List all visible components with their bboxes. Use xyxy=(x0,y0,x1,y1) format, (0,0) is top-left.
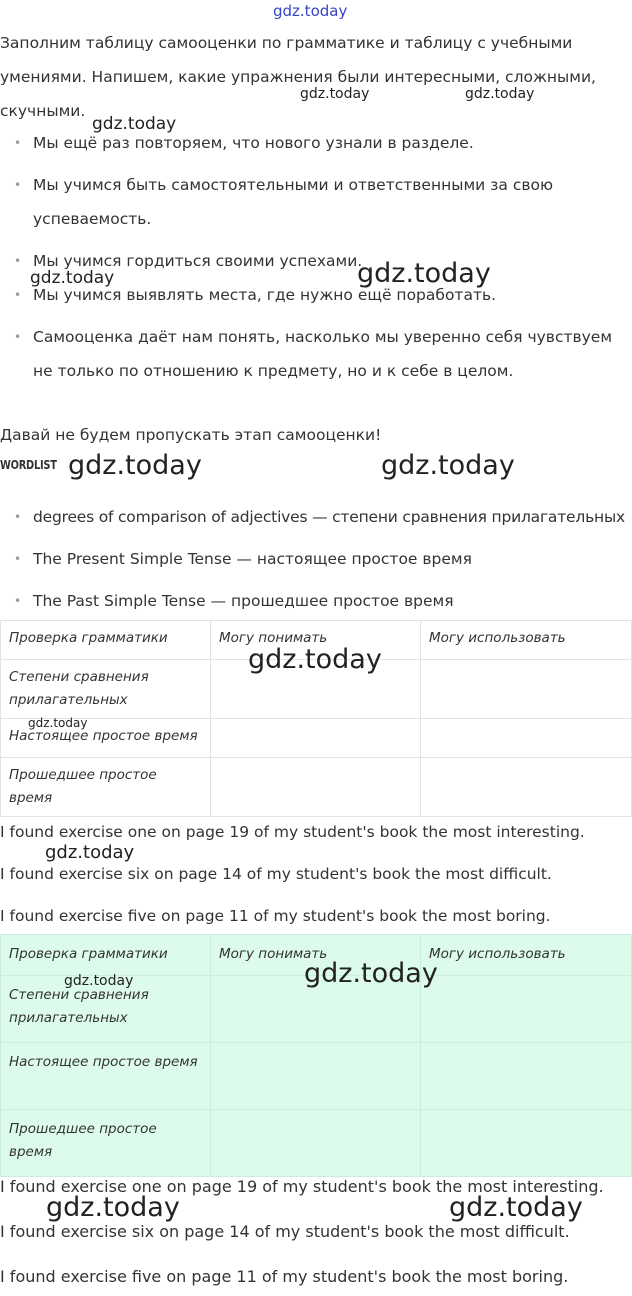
table-cell xyxy=(211,719,421,758)
table-cell xyxy=(421,660,632,719)
table-cell xyxy=(421,758,632,817)
watermark: gdz.today xyxy=(68,450,202,481)
wordlist xyxy=(14,500,632,618)
table-cell: Прошедшее простое время xyxy=(1,1110,211,1177)
self-assessment-bullets xyxy=(14,126,632,388)
list-item: • Мы учимся быть самостоятельными и ответственными за свою успеваемость. xyxy=(14,168,632,236)
list-item: • Мы ещё раз повторяем, что нового узнали в разделе. xyxy=(14,126,632,160)
watermark: gdz.today xyxy=(28,716,88,730)
table-cell: Настоящее простое время xyxy=(1,1043,211,1110)
wordlist-item: • degrees of comparison of adjectives — степени сравнения прилагательных xyxy=(14,500,632,534)
finding-boring: I found exercise five on page 11 of my student's book the most boring. xyxy=(0,907,551,925)
list-item: • Мы учимся выявлять места, где нужно ещё поработать. xyxy=(14,278,632,312)
table-header: Могу использовать xyxy=(421,935,632,976)
finding-interesting: I found exercise one on page 19 of my student's book the most interesting. xyxy=(0,823,585,841)
call-to-action: Давай не будем пропускать этап самооценки! xyxy=(0,426,382,444)
watermark: gdz.today xyxy=(46,1192,180,1223)
watermark: gdz.today xyxy=(449,1192,583,1223)
table-row xyxy=(1,1043,632,1110)
table-row xyxy=(1,1110,632,1177)
table-cell xyxy=(211,1043,421,1110)
watermark: gdz.today xyxy=(92,114,177,134)
table-row xyxy=(1,758,632,817)
table-cell xyxy=(211,1110,421,1177)
finding-interesting: I found exercise one on page 19 of my student's book the most interesting. xyxy=(0,1177,604,1196)
table-header: Проверка грамматики xyxy=(1,621,211,660)
table-cell: Прошедшее простое время xyxy=(1,758,211,817)
table-cell xyxy=(211,758,421,817)
wordlist-heading: WORDLIST xyxy=(0,458,57,472)
table-cell xyxy=(421,1110,632,1177)
watermark: gdz.today xyxy=(357,258,491,289)
watermark: gdz.today xyxy=(45,842,135,863)
wordlist-item: • The Present Simple Tense — настоящее простое время xyxy=(14,542,632,576)
watermark: gdz.today xyxy=(248,644,382,675)
watermark: gdz.today xyxy=(465,86,535,102)
finding-boring: I found exercise five on page 11 of my student's book the most boring. xyxy=(0,1267,569,1286)
table-cell xyxy=(421,719,632,758)
list-item: • Самооценка даёт нам понять, насколько мы уверенно себя чувствуем не только по отношению к предмету, но и к себе в целом. xyxy=(14,320,632,388)
finding-difficult: I found exercise six on page 14 of my student's book the most difficult. xyxy=(0,865,552,883)
table-cell: Степени сравнения прилагательных xyxy=(1,976,211,1043)
finding-difficult: I found exercise six on page 14 of my student's book the most difficult. xyxy=(0,1222,570,1241)
table-header: Могу понимать xyxy=(211,935,421,976)
list-item: • Мы учимся гордиться своими успехами. xyxy=(14,244,632,278)
table-header: Проверка грамматики xyxy=(1,935,211,976)
table-cell xyxy=(421,1043,632,1110)
watermark: gdz.today xyxy=(273,2,348,20)
watermark: gdz.today xyxy=(300,86,370,102)
table-cell: Степени сравнения прилагательных xyxy=(1,660,211,719)
table-row xyxy=(1,719,632,758)
table-cell: Настоящее простое время xyxy=(1,719,211,758)
watermark: gdz.today xyxy=(30,268,115,288)
wordlist-item: • The Past Simple Tense — прошедшее простое время xyxy=(14,584,632,618)
watermark: gdz.today xyxy=(304,958,438,989)
table-header: Могу использовать xyxy=(421,621,632,660)
table-header: Могу понимать xyxy=(211,621,421,660)
intro-paragraph: Заполним таблицу самооценки по грамматике и таблицу с учебными умениями. Напишем, какие упражнения были интересными, сложными, скучными. xyxy=(0,34,596,120)
watermark: gdz.today xyxy=(381,450,515,481)
table-cell xyxy=(421,976,632,1043)
watermark: gdz.today xyxy=(64,973,134,989)
